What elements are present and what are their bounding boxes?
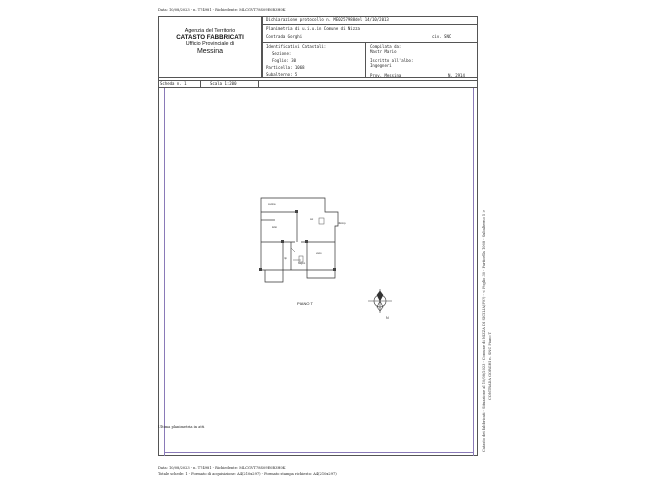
compilata-name: Mastr Mario [370,49,397,54]
room-wc: wc [310,218,314,221]
room-vano: vano [316,252,322,255]
particella-text: Particella: 1068 [266,65,305,70]
agency-line1: Agenzia del Territorio [184,28,236,34]
piano-label: PIANO T [297,301,313,306]
agency-line2: CATASTO FABBRICATI [176,34,244,42]
iscritto-val: Ingegneri [370,63,392,68]
scheda-label: Scheda n. 1 [160,81,187,86]
agency-line3: Ufficio Provinciale di [185,41,235,48]
iscritto-title: Iscritto all'albo: [370,58,414,63]
planimetria-text: Planimetria di u.i.u.in Comune di Nizza [266,26,360,31]
prov-num: N. 2914 [448,73,465,78]
side-text-1: Catasto dei fabbricati - Situazione al 10/08/2023 - Comune di NIZZA DI SICILIA(F9?) - < Foglio 30 - Particella 1068 - Subalterno 5 > [482,209,486,452]
agency-line4: Messina [196,47,224,55]
bottom-meta-1: Data: 10/08/2023 - n. T74981 - Richiedente: MLCGVT78S09E0B3H0K [158,466,286,470]
subalterno-text: Subalterno: 5 [266,72,298,77]
bottom-meta-2: Totale schede: 1 - Formato di acquisizione: A4(210x297) - Formato stampa richiesto: A4(210x297) [158,472,337,476]
sezione-text: Sezione: [272,51,292,56]
room-bagno: bagno [298,262,306,265]
dichiarazione-text: Dichiarazione protocollo n. ME0257988del 14/10/2013 [266,17,389,22]
compilata-title: Compilata da: [370,44,402,49]
north-compass-icon [366,288,394,320]
scheda-row [158,80,478,88]
agency-block [158,28,262,56]
scala-label: Scala 1:200 [210,81,237,86]
prov-label: Prov. Messina [370,73,402,78]
room-letto: letto [272,226,277,229]
identificativi-title: Identificativi Catastali: [266,44,327,49]
room-disimp: disimp. [338,222,347,225]
contrada-text: Contrada Gorghi [266,34,303,39]
foglio-text: Foglio: 30 [272,58,297,63]
room-rip: rip [284,257,287,260]
ultima-planimetria: Ultima planimetria in atti [158,425,205,429]
civ-text: civ. SNC [432,34,452,39]
side-text-2: CONTRADA GORGHI n. SNC Piano T [488,331,492,400]
north-label: N [386,316,389,320]
top-meta: Data: 10/08/2023 - n. T74981 - Richiedente: MLCGVT78S09E0B3H0K [158,8,286,12]
room-cucina: cucina [268,203,276,206]
